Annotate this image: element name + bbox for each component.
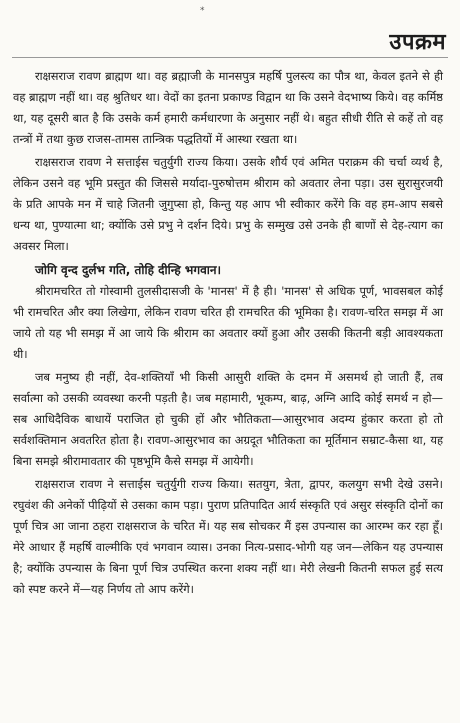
page-header <box>0 0 460 56</box>
verse-quote: जोगि वृन्द दुर्लभ गति, तोहि दीन्हि भगवान। <box>35 263 222 277</box>
paragraph-4: जब मनुष्य ही नहीं, देव-शक्तियाँ भी किसी आसुरी शक्ति के दमन में असमर्थ हो जाती हैं, तब सर्वात्मा को उसकी व्यवस्था करनी पड़ती है। जब महामारी, भूकम्प, बाढ़, अग्नि आदि कोई समर्थ न हो—सब आधिदैविक बाधायें पराजित हो चुकी हों और भौतिकता—आसुरभाव अदम्य हुंकार करता हो तो सर्वशक्तिमान अवतरित होता है। रावण-आसुरभाव का अग्रदूत भौतिकता का मूर्तिमान सम्राट-कैसा था, यह बिना समझे श्रीरामावतार की पृष्ठभूमि कैसे समझ में आयेगी। <box>13 370 443 468</box>
paragraph-3: श्रीरामचरित तो गोस्वामी तुलसीदासजी के 'मानस' में है ही। 'मानस' से अधिक पूर्ण, भावसबल कोई भी रामचरित और क्या लिखेगा, लेकिन रावण चरित ही रामचरित की भूमिका है। रावण-चरित समझ में आ जाये तो यह भी समझ में आ जाये कि श्रीराम का अवतार क्यों हुआ और उसकी कितनी बड़ी आवश्यकता थी। <box>13 284 443 361</box>
decorative-mark: * <box>200 6 205 16</box>
page-title: उपक्रम <box>389 30 446 55</box>
header-divider <box>12 57 448 58</box>
text-body <box>13 66 443 600</box>
paragraph-5: राक्षसराज रावण ने सत्ताईस चतुर्युगी राज्य किया। सतयुग, त्रेता, द्वापर, कलयुग सभी देखे उसने। रघुवंश की अनेकों पीढ़ियों से उसका काम पड़ा। पुराण प्रतिपादित आर्य संस्कृति एवं असुर संस्कृति दोनों का पूर्ण चित्र आ जाना ठहरा राक्षसराज के चरित में। यह सब सोचकर मैं इस उपन्यास का आरम्भ कर रहा हूँ। मेरे आधार हैं महर्षि वाल्मीकि एवं भगवान व्यास। उनका नित्य-प्रसाद-भोगी यह जन—लेकिन यह उपन्यास है; क्योंकि उपन्यास के बिना पूर्ण चित्र उपस्थित करना शक्य नहीं था। मेरी लेखनी कितनी सफल हुई सत्य को स्पष्ट करने में—यह निर्णय तो आप करेंगे। <box>13 477 443 596</box>
paragraph-2: राक्षसराज रावण ने सत्ताईस चतुर्युगी राज्य किया। उसके शौर्य एवं अमित पराक्रम की चर्चा व्यर्थ है, लेकिन उसने वह भूमि प्रस्तुत की जिससे मर्यादा-पुरुषोत्तम श्रीराम को अवतार लेना पड़ा। उस सुरासुरजयी के प्रति आपके मन में चाहे जितनी जुगुप्सा हो, किन्तु यह आप भी स्वीकार करेंगे कि वह हम-आप सबसे धन्य था, पुण्यात्मा था; क्योंकि उसे प्रभु ने दर्शन दिये। प्रभु के सम्मुख उसे उनके ही बाणों से देह-त्याग का अवसर मिला। <box>13 155 443 253</box>
paragraph-1: राक्षसराज रावण ब्राह्मण था। वह ब्रह्माजी के मानसपुत्र महर्षि पुलस्त्य का पौत्र था, केवल इतने से ही वह ब्राह्मण नहीं था। वह श्रुतिधर था। वेदों का इतना प्रकाण्ड विद्वान था कि उसने वेदभाष्य किये। वह कर्मिष्ठ था, यह दूसरी बात है कि उसके कर्म हमारी कर्मधारणा के अनुसार नहीं थे। बहुत सीधी रीति से कहें तो वह तन्त्रों में तथा कुछ राजस-तामस तान्त्रिक पद्धतियों में आस्था रखता था। <box>13 69 443 146</box>
